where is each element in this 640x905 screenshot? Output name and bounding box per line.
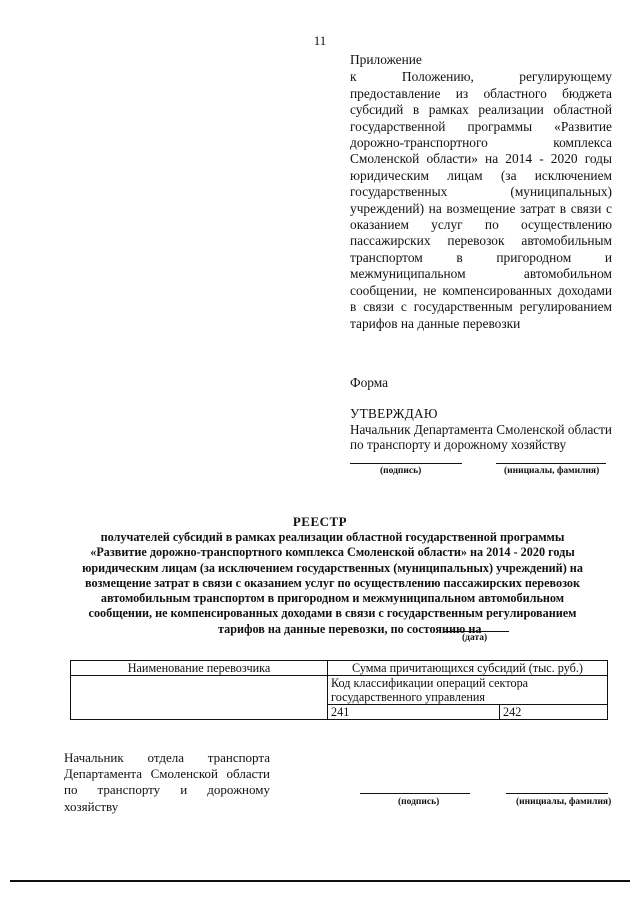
classification-header: Код классификации операций сектора государственного управления — [328, 676, 608, 705]
register-line: возмещение затрат в связи с оказанием услуг по осуществлению пассажирских перевозок — [84, 575, 581, 590]
form-label: Форма — [350, 375, 389, 390]
approval-heading: УТВЕРЖДАЮ — [350, 406, 438, 421]
appendix-block — [350, 52, 612, 332]
register-last-line-text: тарифов на данные перевозки, по состоянию на — [218, 621, 482, 636]
approval-position-line2: по транспорту и дорожному хозяйству — [350, 437, 567, 452]
appendix-body: к Положению, регулирующему предоставление из областного бюджета субсидий в рамках реализации областной государственной программы «Развитие дорожно-транспортного комплекса Смоленской области» на 2014 - 2020 годы юридическим лицам (за исключением государственных (муниципальных) учреждений) на возмещение затрат в связи с оказанием услуг по осуществлению пассажирских перевозок автомобильным транспортом в пригородном и межмуниципальном автомобильном сообщении, не компенсированных доходами в связи с государственным регулированием тарифов на данные перевозки — [350, 69, 612, 331]
approval-name-caption: (инициалы, фамилия) — [504, 466, 600, 476]
carrier-name-header: Наименование перевозчика — [71, 661, 328, 676]
register-last-line — [158, 622, 605, 637]
footer-signature-line — [360, 793, 470, 794]
date-caption: (дата) — [462, 633, 488, 643]
approval-position-line1: Начальник Департамента Смоленской области — [350, 421, 612, 437]
approval-signature-caption: (подпись) — [380, 466, 422, 476]
page-number: 11 — [313, 33, 327, 48]
date-line — [443, 631, 509, 632]
register-table — [70, 660, 608, 720]
register-line: «Развитие дорожно-транспортного комплекса Смоленской области» на 2014 - 2020 годы — [90, 545, 575, 560]
register-line: сообщении, не компенсированных доходами в связи с государственным регулированием — [88, 606, 577, 621]
register-line: юридическим лицам (за исключением государственных (муниципальных) учреждений) на — [82, 560, 583, 575]
code-242-cell: 242 — [500, 705, 608, 720]
appendix-title: Приложение — [350, 52, 422, 67]
register-description — [60, 530, 605, 637]
bottom-rule — [10, 880, 630, 882]
approval-name-line — [496, 463, 606, 464]
register-title: РЕЕСТР — [292, 514, 348, 529]
register-line: получателей субсидий в рамках реализации областной государственной программы — [100, 530, 565, 544]
carrier-name-cell[interactable] — [71, 676, 328, 720]
footer-signature-caption: (подпись) — [398, 797, 440, 807]
footer-position: Начальник отдела транспорта Департамента Смоленской области по транспорту и дорожному хозяйству — [64, 750, 270, 814]
subsidy-sum-header: Сумма причитающихся субсидий (тыс. руб.) — [328, 661, 608, 676]
code-241-cell: 241 — [328, 705, 500, 720]
footer-name-caption: (инициалы, фамилия) — [516, 797, 612, 807]
approval-signature-line — [350, 463, 462, 464]
approval-block — [350, 406, 620, 453]
register-line: автомобильным транспортом в пригородном и межмуниципальном автомобильном — [100, 591, 565, 606]
footer-name-line — [506, 793, 608, 794]
